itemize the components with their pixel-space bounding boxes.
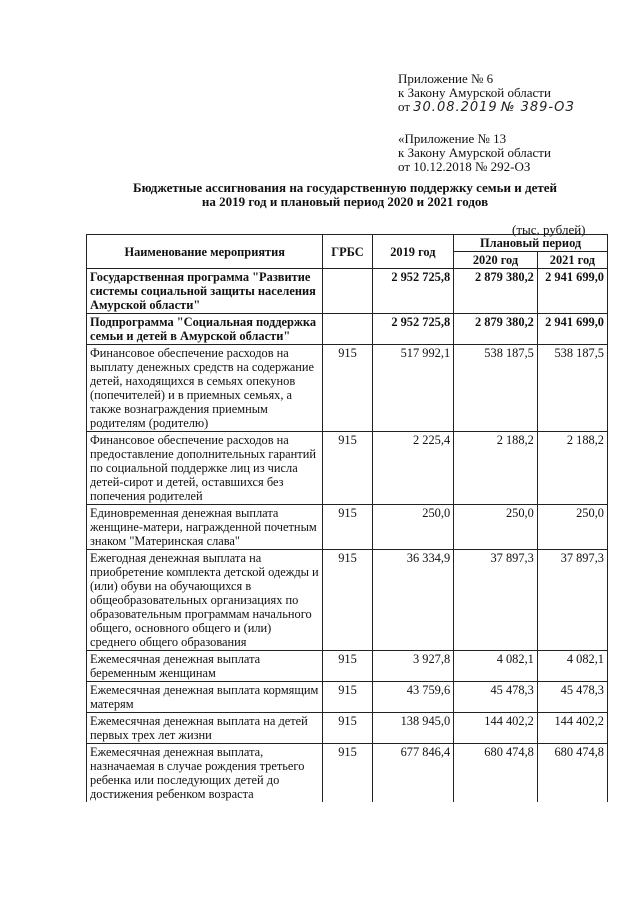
cell-2020: 45 478,3 xyxy=(454,682,538,713)
header-name: Наименование мероприятия xyxy=(87,235,323,269)
header-grbs: ГРБС xyxy=(323,235,372,269)
cell-2021: 2 941 699,0 xyxy=(537,269,607,314)
cell-2019: 138 945,0 xyxy=(372,713,454,744)
budget-table xyxy=(86,234,608,802)
cell-2019: 517 992,1 xyxy=(372,345,454,432)
cell-2019: 3 927,8 xyxy=(372,651,454,682)
cell-2021: 2 941 699,0 xyxy=(537,314,607,345)
cell-2021: 538 187,5 xyxy=(537,345,607,432)
cell-grbs xyxy=(323,314,372,345)
handwritten-number: № 389-ОЗ xyxy=(500,100,575,115)
cell-2020: 37 897,3 xyxy=(454,550,538,651)
cell-2020: 680 474,8 xyxy=(454,744,538,803)
cell-2021: 4 082,1 xyxy=(537,651,607,682)
cell-2020: 144 402,2 xyxy=(454,713,538,744)
document-title xyxy=(60,181,630,209)
table-row xyxy=(87,744,608,803)
cell-2020: 2 188,2 xyxy=(454,432,538,505)
cell-name: Ежемесячная денежная выплата кормящим матерям xyxy=(87,682,323,713)
cell-grbs: 915 xyxy=(323,550,372,651)
cell-2019: 2 225,4 xyxy=(372,432,454,505)
cell-2020: 538 187,5 xyxy=(454,345,538,432)
cell-name: Ежемесячная денежная выплата на детей первых трех лет жизни xyxy=(87,713,323,744)
quote-date-line: от 10.12.2018 № 292-ОЗ xyxy=(398,159,531,174)
cell-2021: 144 402,2 xyxy=(537,713,607,744)
cell-name: Ежегодная денежная выплата на приобретение комплекта детской одежды и (или) обуви на обучающихся в общеобразовательных организациях по образовательным программам начального общего, основного общего и (или) среднего общего образования xyxy=(87,550,323,651)
cell-grbs: 915 xyxy=(323,651,372,682)
appendix-line: Приложение № 6 xyxy=(398,71,494,86)
cell-2021: 2 188,2 xyxy=(537,432,607,505)
header-2019: 2019 год xyxy=(372,235,454,269)
table-row xyxy=(87,345,608,432)
cell-grbs: 915 xyxy=(323,505,372,550)
cell-2019: 2 952 725,8 xyxy=(372,269,454,314)
table-row xyxy=(87,269,608,314)
cell-2019: 250,0 xyxy=(372,505,454,550)
table-row xyxy=(87,505,608,550)
cell-grbs: 915 xyxy=(323,744,372,803)
unit-label: (тыс. рублей) xyxy=(512,222,586,237)
table-row xyxy=(87,314,608,345)
cell-2021: 680 474,8 xyxy=(537,744,607,803)
quote-law-line: к Закону Амурской области xyxy=(398,145,551,160)
cell-2019: 36 334,9 xyxy=(372,550,454,651)
table-row xyxy=(87,432,608,505)
cell-name: Ежемесячная денежная выплата, назначаемая в случае рождения третьего ребенка или последующих детей до достижения ребенком возраста xyxy=(87,744,323,803)
title-line-1: Бюджетные ассигнования на государственную поддержку семьи и детей xyxy=(133,180,557,195)
document-header xyxy=(398,72,575,174)
cell-grbs: 915 xyxy=(323,682,372,713)
cell-2019: 43 759,6 xyxy=(372,682,454,713)
date-prefix: от xyxy=(398,99,411,114)
cell-2020: 250,0 xyxy=(454,505,538,550)
cell-name: Финансовое обеспечение расходов на выплату денежных средств на содержание детей, находящихся в семьях опекунов (попечителей) и в приемных семьях, а также вознаграждения приемным родителям (родителю) xyxy=(87,345,323,432)
cell-2021: 37 897,3 xyxy=(537,550,607,651)
cell-name: Финансовое обеспечение расходов на предоставление дополнительных гарантий по социальной поддержке лиц из числа детей-сирот и детей, оставшихся без попечения родителей xyxy=(87,432,323,505)
cell-grbs: 915 xyxy=(323,713,372,744)
table-row xyxy=(87,713,608,744)
cell-2021: 45 478,3 xyxy=(537,682,607,713)
header-2020: 2020 год xyxy=(454,252,538,269)
cell-name: Ежемесячная денежная выплата беременным женщинам xyxy=(87,651,323,682)
table-row xyxy=(87,651,608,682)
title-line-2: на 2019 год и плановый период 2020 и 2021 годов xyxy=(201,194,489,209)
table-body xyxy=(87,269,608,803)
table-row xyxy=(87,682,608,713)
cell-2019: 2 952 725,8 xyxy=(372,314,454,345)
cell-name: Единовременная денежная выплата женщине-матери, награжденной почетным знаком "Материнская слава" xyxy=(87,505,323,550)
date-line xyxy=(398,100,575,115)
law-line: к Закону Амурской области xyxy=(398,85,551,100)
cell-2020: 2 879 380,2 xyxy=(454,269,538,314)
cell-grbs: 915 xyxy=(323,345,372,432)
cell-2020: 4 082,1 xyxy=(454,651,538,682)
cell-name: Государственная программа "Развитие системы социальной защиты населения Амурской области" xyxy=(87,269,323,314)
cell-grbs: 915 xyxy=(323,432,372,505)
quote-appendix-line: «Приложение № 13 xyxy=(398,131,507,146)
cell-grbs xyxy=(323,269,372,314)
header-2021: 2021 год xyxy=(537,252,607,269)
table-row xyxy=(87,550,608,651)
cell-name: Подпрограмма "Социальная поддержка семьи и детей в Амурской области" xyxy=(87,314,323,345)
cell-2020: 2 879 380,2 xyxy=(454,314,538,345)
cell-2019: 677 846,4 xyxy=(372,744,454,803)
cell-2021: 250,0 xyxy=(537,505,607,550)
handwritten-date: 30.08.2019 xyxy=(413,100,498,115)
header-planned-period: Плановый период xyxy=(454,235,608,252)
